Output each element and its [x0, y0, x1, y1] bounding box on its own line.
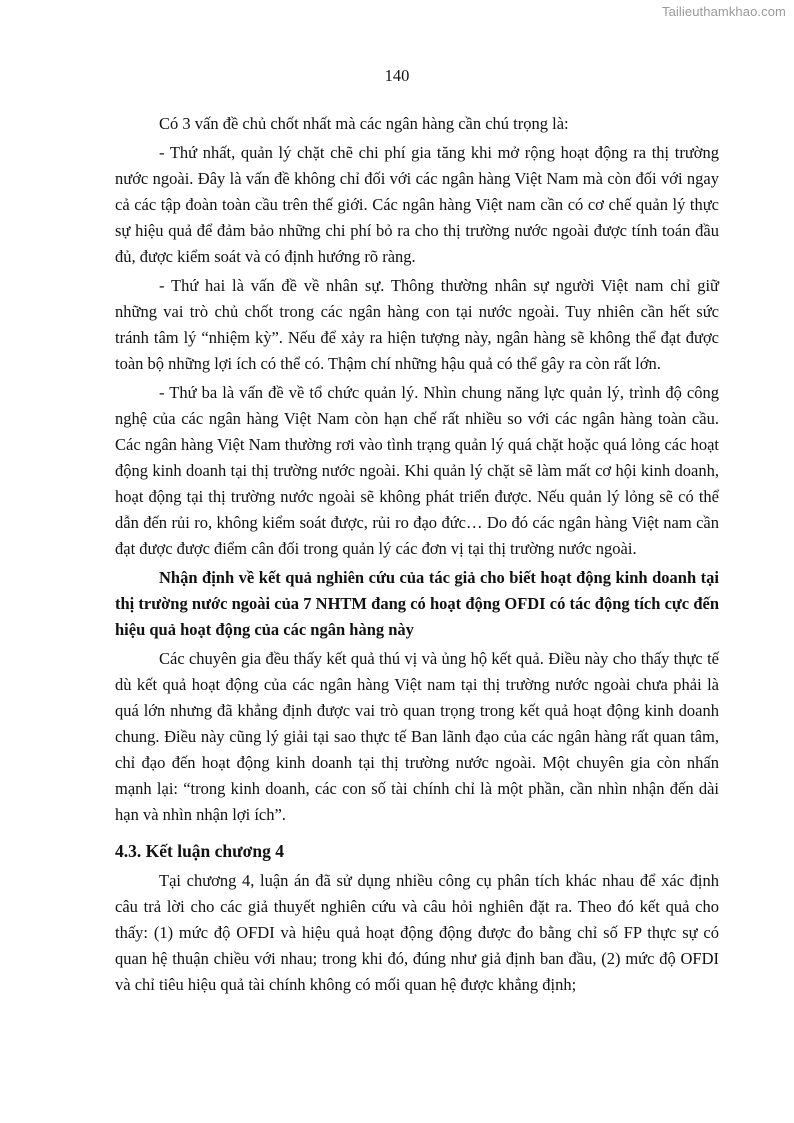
research-assessment-heading: Nhận định về kết quả nghiên cứu của tác giả cho biết hoạt động kinh doanh tại thị trường nước ngoài của 7 NHTM đang có hoạt động OFDI có tác động tích cực đến hiệu quả hoạt động của các ngân hàng này [115, 568, 719, 639]
intro-paragraph: Có 3 vấn đề chủ chốt nhất mà các ngân hàng cần chú trọng là: [159, 114, 569, 133]
third-issue-paragraph: - Thứ ba là vấn đề về tổ chức quản lý. Nhìn chung năng lực quản lý, trình độ công nghệ của các ngân hàng Việt Nam còn hạn chế rất nhiều so với các ngân hàng toàn cầu. Các ngân hàng Việt Nam thường rơi vào tình trạng quản lý quá chặt hoặc quá lỏng các hoạt động kinh doanh tại thị trường nước ngoài. Khi quản lý chặt sẽ làm mất cơ hội kinh doanh, hoạt động tại thị trường nước ngoài sẽ không phát triển được. Nếu quản lý lỏng sẽ có thể dẫn đến rủi ro, không kiểm soát được, rủi ro đạo đức… Do đó các ngân hàng Việt nam cần đạt được được điểm cân đối trong quản lý các đơn vị tại thị trường nước ngoài. [115, 383, 719, 558]
section-heading: 4.3. Kết luận chương 4 [115, 841, 284, 861]
experts-paragraph: Các chuyên gia đều thấy kết quả thú vị và ủng hộ kết quả. Điều này cho thấy thực tế dù kết quả hoạt động của các ngân hàng Việt nam tại thị trường nước ngoài chưa phải là quá lớn nhưng đã khẳng định được vai trò quan trọng trong kết quả hoạt động kinh doanh chung. Điều này cũng lý giải tại sao thực tế Ban lãnh đạo của các ngân hàng rất quan tâm, chỉ đạo đến hoạt động kinh doanh tại thị trường nước ngoài. Một chuyên gia còn nhấn mạnh lại: “trong kinh doanh, các con số tài chính chỉ là một phần, cần nhìn nhận đến dài hạn và nhìn nhận lợi ích”. [115, 649, 719, 824]
conclusion-paragraph: Tại chương 4, luận án đã sử dụng nhiều công cụ phân tích khác nhau để xác định câu trả lời cho các giả thuyết nghiên cứu và câu hỏi nghiên đặt ra. Theo đó kết quả cho thấy: (1) mức độ OFDI và hiệu quả hoạt động động được đo bằng chỉ số FP thực sự có quan hệ thuận chiều với nhau; trong khi đó, đúng như giả định ban đầu, (2) mức độ OFDI và chỉ tiêu hiệu quả tài chính không có mối quan hệ được khẳng định; [115, 871, 719, 994]
document-body [115, 111, 719, 998]
second-issue-paragraph: - Thứ hai là vấn đề về nhân sự. Thông thường nhân sự người Việt nam chỉ giữ những vai trò chủ chốt trong các ngân hàng con tại nước ngoài. Tuy nhiên cần hết sức tránh tâm lý “nhiệm kỳ”. Nếu để xảy ra hiện tượng này, ngân hàng sẽ không thể đạt được toàn bộ những lợi ích có thể có. Thậm chí những hậu quả có thể gây ra còn rất lớn. [115, 276, 719, 373]
first-issue-paragraph: - Thứ nhất, quản lý chặt chẽ chi phí gia tăng khi mở rộng hoạt động ra thị trường nước ngoài. Đây là vấn đề không chỉ đối với các ngân hàng Việt Nam mà còn đối với ngay cả các tập đoàn toàn cầu trên thế giới. Các ngân hàng Việt nam cần có cơ chế quản lý thực sự hiệu quả để đảm bảo những chi phí bỏ ra cho thị trường nước ngoài được tính toán đầu đủ, được kiểm soát và có định hướng rõ ràng. [115, 143, 719, 266]
page-number: 140 [384, 66, 410, 85]
watermark: Tailieuthamkhao.com [661, 4, 786, 19]
